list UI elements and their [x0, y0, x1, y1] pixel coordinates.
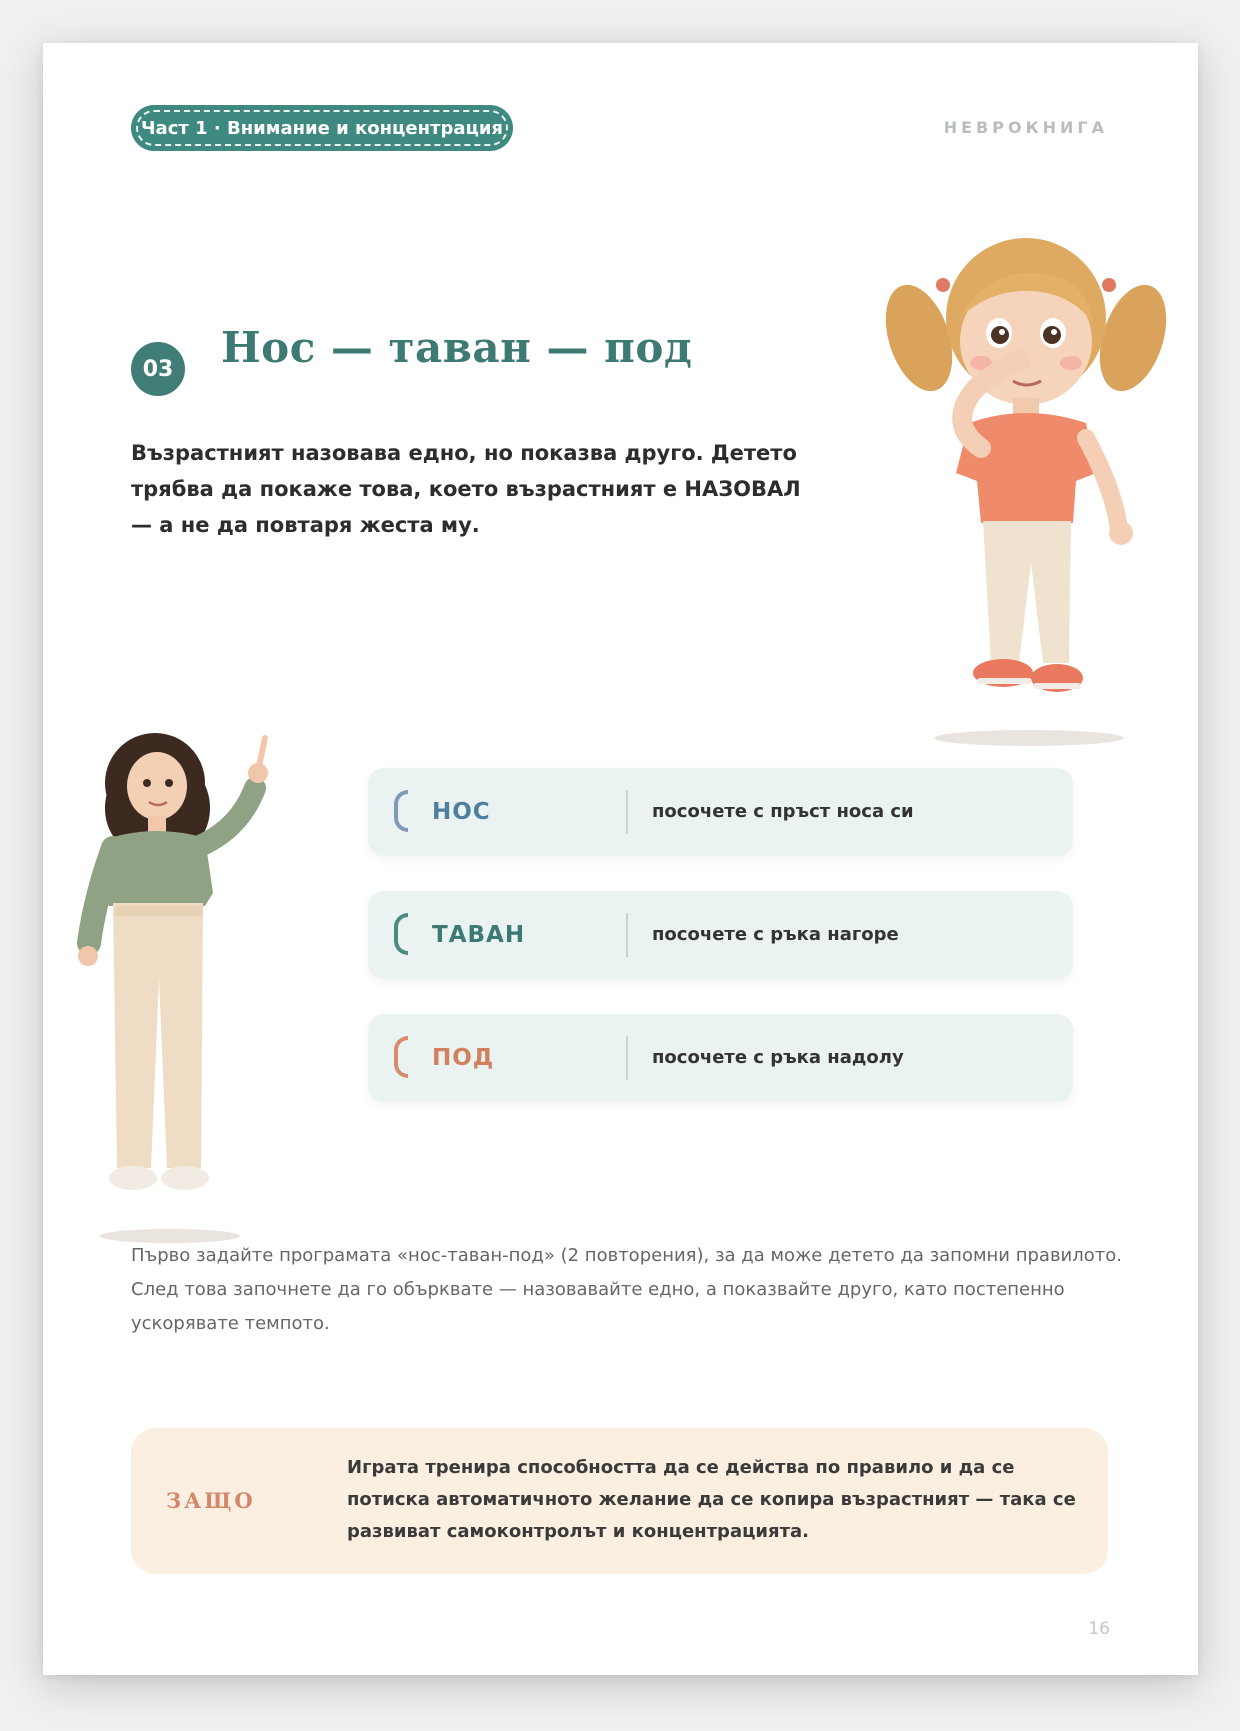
bracket-icon — [394, 790, 408, 832]
bracket-icon — [394, 1036, 408, 1078]
rule-word: ТАВАН — [432, 922, 526, 948]
book-page — [43, 43, 1198, 1675]
why-text: Играта тренира способността да се действа по правило и да се потиска автоматичното желание да се копира възрастният — така се развиват самоконтролът и концентрацията. — [347, 1457, 1076, 1542]
rule-word: ПОД — [432, 1045, 495, 1071]
girl-touching-nose-illustration — [881, 223, 1171, 753]
woman-pointing-up-illustration — [55, 728, 305, 1258]
why-label: ЗАЩО — [166, 1488, 256, 1513]
instructions-paragraph: Първо задайте програмата «нос-таван-под» (2 повторения), за да може детето да запомни правилото. След това започнете да го обърквате — назовавайте едно, а показвайте друго, като постепенно ускорявате темпото. — [131, 1245, 1122, 1334]
rule-description: посочете с ръка надолу — [652, 1047, 904, 1068]
rule-divider — [626, 1036, 628, 1080]
exercise-number-badge: 03 — [131, 342, 185, 396]
why-callout — [131, 1428, 1108, 1574]
rule-card-tavan — [368, 891, 1073, 979]
rule-divider — [626, 913, 628, 957]
chapter-tag-label: Част 1 · Внимание и концентрация — [141, 117, 503, 139]
rule-description: посочете с пръст носа си — [652, 801, 914, 822]
chapter-tag — [131, 105, 513, 151]
exercise-lead: Възрастният назовава едно, но показва друго. Детето трябва да покаже това, което възрастният е НАЗОВАЛ — а не да повтаря жеста му. — [131, 441, 801, 537]
page-number: 16 — [1088, 1619, 1110, 1639]
rule-divider — [626, 790, 628, 834]
bracket-icon — [394, 913, 408, 955]
rule-card-pod — [368, 1014, 1073, 1102]
rule-card-nos — [368, 768, 1073, 856]
exercise-title: Нос — таван — под — [221, 323, 693, 372]
brand-name: НЕВРОКНИГА — [943, 118, 1108, 137]
rule-word: НОС — [432, 799, 491, 825]
rule-description: посочете с ръка нагоре — [652, 924, 899, 945]
